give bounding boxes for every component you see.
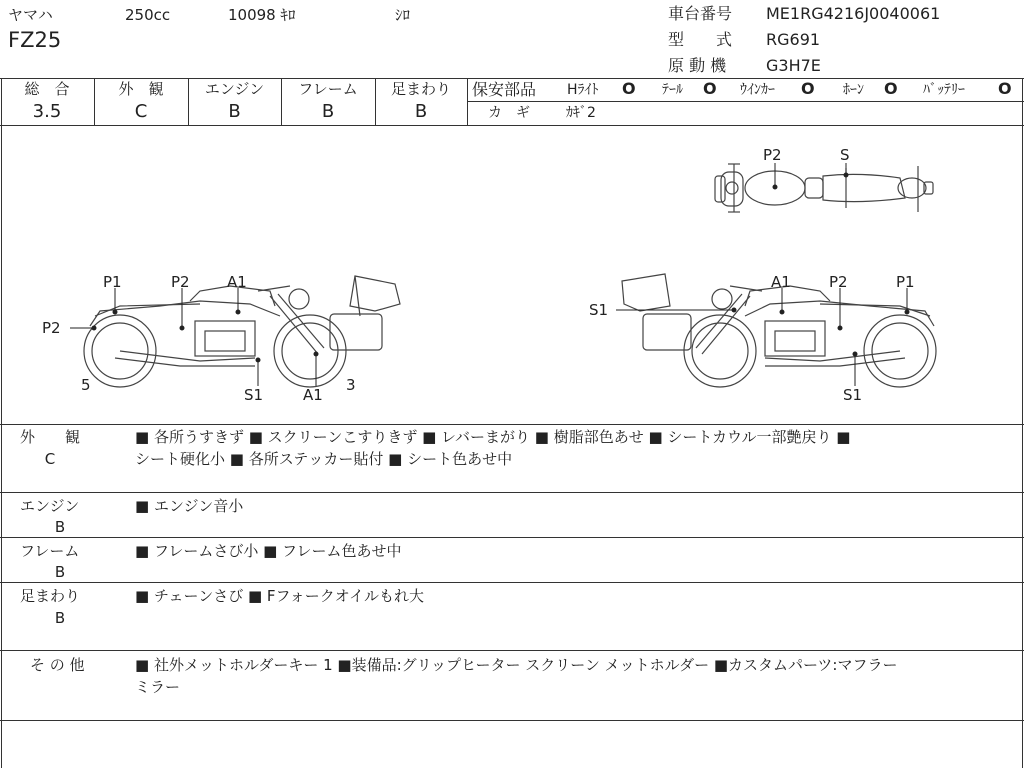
model-name: FZ25	[8, 28, 62, 52]
safety-item-tail: ﾃｰﾙ	[662, 82, 683, 98]
marker-label: P2	[829, 273, 848, 291]
section-frame-text	[135, 540, 1015, 562]
maker: ヤマハ	[8, 6, 53, 24]
section-frame-label: フレーム	[20, 542, 80, 560]
marker-label: A1	[227, 273, 247, 291]
divider	[0, 537, 1024, 538]
marker-label: S1	[589, 301, 609, 319]
engine-grade-value: B	[228, 101, 241, 122]
safety-mark-horn: O	[884, 79, 898, 98]
damage-marker	[92, 326, 96, 330]
section-exterior-grade: C	[44, 450, 56, 468]
safety-mark-tail: O	[703, 79, 717, 98]
description-line: ■ エンジン音小	[135, 497, 244, 515]
section-engine-text	[135, 495, 1015, 517]
section-other-text	[135, 654, 1015, 698]
marker-label: S1	[843, 386, 863, 404]
suspension-grade-label: 足まわり	[390, 80, 451, 98]
total-grade-value: 3.5	[32, 101, 62, 122]
description-line: ■ チェーンさび ■ Fフォークオイルもれ大	[135, 587, 425, 605]
divider	[467, 78, 468, 125]
marker-label: S	[840, 146, 850, 164]
body-color: ｼﾛ	[395, 6, 411, 24]
divider	[0, 424, 1024, 425]
divider	[0, 78, 1024, 79]
frame-grade-value: B	[321, 101, 335, 122]
safety-item-winker: ｳｲﾝｶｰ	[740, 82, 775, 98]
damage-marker	[844, 173, 848, 177]
description-line: ■ 各所うすきず ■ スクリーンこすりきず ■ レバーまがり ■ 樹脂部色あせ ■ シートカウル一部艶戻り ■	[135, 428, 851, 446]
motorcycle-left-view	[84, 276, 400, 387]
damage-marker	[838, 326, 842, 330]
mileage: 10098 ｷﾛ	[228, 6, 296, 24]
damage-marker	[773, 185, 777, 189]
damage-marker	[314, 352, 318, 356]
marker-label: P1	[103, 273, 122, 291]
type-value: RG691	[766, 30, 821, 49]
engine-number-value: G3H7E	[766, 56, 821, 75]
safety-item-headlight: Hﾗｲﾄ	[567, 82, 599, 98]
safety-mark-headlight: O	[622, 79, 636, 98]
damage-marker	[256, 358, 260, 362]
displacement: 250cc	[125, 6, 171, 24]
motorcycle-top-view	[715, 164, 933, 212]
marker-label: P2	[171, 273, 190, 291]
damage-marker	[732, 308, 736, 312]
damage-diagram	[0, 126, 1024, 424]
section-suspension-label: 足まわり	[20, 587, 81, 605]
safety-mark-winker: O	[801, 79, 815, 98]
marker-label: 5	[81, 376, 91, 394]
exterior-grade-value: C	[134, 101, 148, 122]
key-value: ｶｷﾞ2	[566, 105, 596, 121]
divider	[0, 582, 1024, 583]
section-exterior-text	[135, 426, 1015, 470]
damage-marker	[905, 310, 909, 314]
divider	[467, 101, 1024, 102]
section-exterior-label: 外 観	[20, 428, 81, 446]
divider	[0, 650, 1024, 651]
suspension-grade-value: B	[414, 101, 428, 122]
damage-marker	[236, 310, 240, 314]
marker-label: S1	[244, 386, 264, 404]
marker-label: P2	[42, 319, 61, 337]
damage-marker	[113, 310, 117, 314]
description-line: ■ 社外メットホルダーキー 1 ■装備品:グリップヒーター スクリーン メットホルダー ■カスタムパーツ:マフラー	[135, 656, 898, 674]
exterior-grade-label: 外 観	[118, 80, 164, 98]
marker-label: P1	[896, 273, 915, 291]
section-frame-grade: B	[54, 563, 66, 581]
divider	[0, 492, 1024, 493]
description-line: ミラー	[135, 678, 181, 696]
section-suspension-text	[135, 585, 1015, 607]
marker-label: A1	[303, 386, 323, 404]
description-line: シート硬化小 ■ 各所ステッカー貼付 ■ シート色あせ中	[135, 450, 513, 468]
frame-grade-label: フレーム	[298, 80, 358, 98]
damage-marker	[853, 352, 857, 356]
divider	[0, 720, 1024, 721]
damage-marker	[180, 326, 184, 330]
section-suspension-grade: B	[54, 609, 66, 627]
key-label: カ ギ	[488, 105, 530, 121]
safety-mark-battery: O	[998, 79, 1012, 98]
safety-item-battery: ﾊﾞｯﾃﾘｰ	[923, 82, 965, 98]
engine-number-label: 原 動 機	[668, 56, 727, 75]
section-other-label: そ の 他	[30, 656, 85, 674]
marker-label: 3	[346, 376, 356, 394]
marker-label: A1	[771, 273, 791, 291]
damage-marker	[780, 310, 784, 314]
section-engine-grade: B	[54, 518, 66, 536]
type-label: 型 式	[668, 30, 733, 49]
section-engine-label: エンジン	[20, 497, 80, 515]
marker-label: P2	[763, 146, 782, 164]
total-grade-label: 総 合	[24, 80, 70, 98]
safety-parts-label: 保安部品	[472, 80, 537, 99]
safety-item-horn: ﾎｰﾝ	[843, 82, 864, 98]
description-line: ■ フレームさび小 ■ フレーム色あせ中	[135, 542, 402, 560]
chassis-label: 車台番号	[668, 4, 733, 23]
chassis-value: ME1RG4216J0040061	[766, 4, 941, 23]
engine-grade-label: エンジン	[204, 80, 265, 98]
